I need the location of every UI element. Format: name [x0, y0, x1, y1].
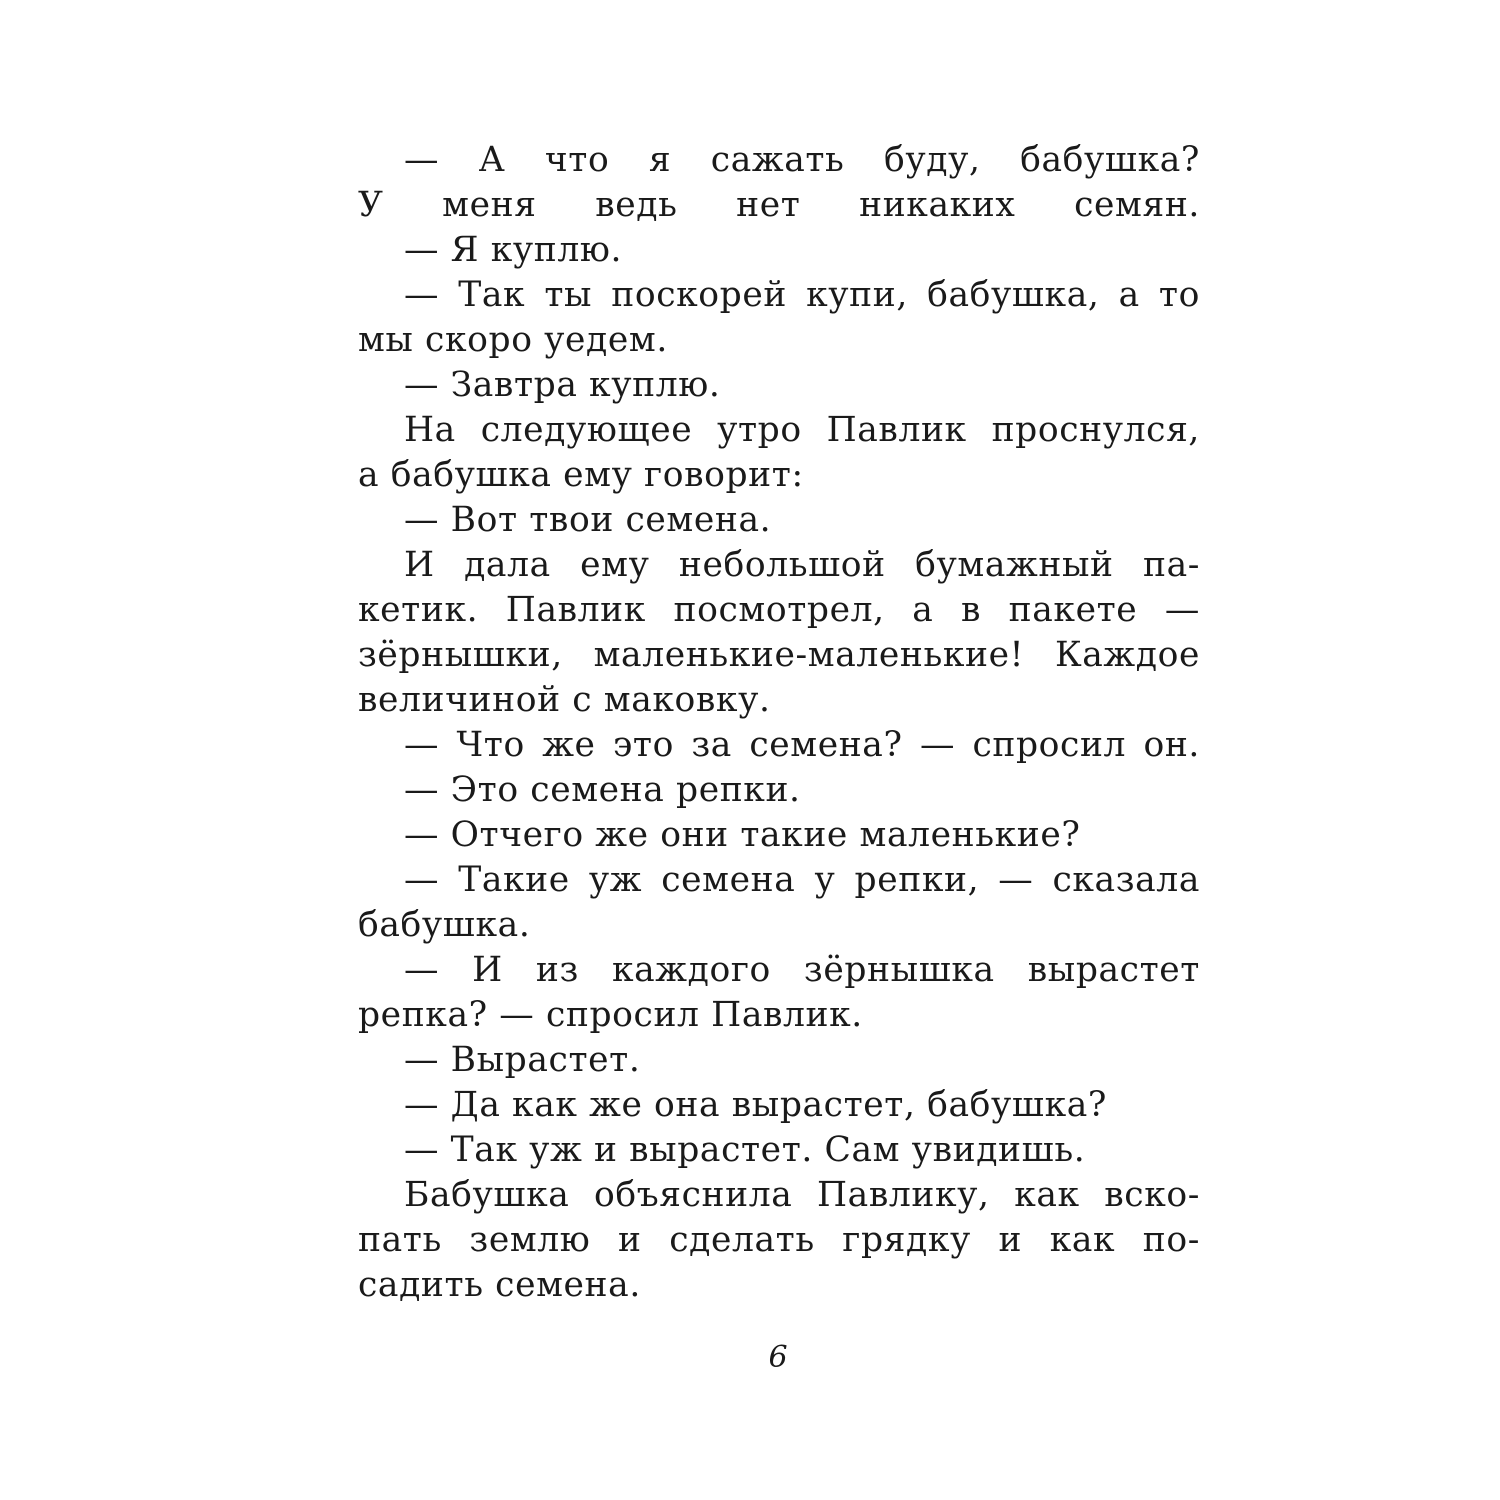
- text-line: а бабушка ему говорит:: [358, 455, 804, 495]
- text-line: И дала ему небольшой бумажный па-: [404, 545, 1200, 585]
- page-number: 6: [768, 1340, 788, 1375]
- text-line: Бабушка объяснила Павлику, как вско-: [404, 1175, 1200, 1215]
- text-line: — Я куплю.: [404, 230, 623, 270]
- text-line: — Такие уж семена у репки, — сказала: [404, 860, 1200, 900]
- text-line: На следующее утро Павлик проснулся,: [404, 410, 1200, 450]
- text-line: — Что же это за семена? — спросил он.: [404, 725, 1200, 765]
- text-line: — Так ты поскорей купи, бабушка, а то: [404, 275, 1200, 315]
- text-line: У меня ведь нет никаких семян.: [358, 185, 1200, 225]
- text-line: — Отчего же они такие маленькие?: [404, 815, 1081, 855]
- text-line: пать землю и сделать грядку и как по-: [358, 1220, 1200, 1260]
- text-line: — Да как же она вырастет, бабушка?: [404, 1085, 1108, 1125]
- text-line: — И из каждого зёрнышка вырастет: [404, 950, 1200, 990]
- text-line: — А что я сажать буду, бабушка?: [404, 140, 1200, 180]
- text-line: — Так уж и вырастет. Сам увидишь.: [404, 1130, 1086, 1170]
- text-line: бабушка.: [358, 905, 531, 945]
- text-line: — Вырастет.: [404, 1040, 641, 1080]
- text-line: зёрнышки, маленькие-маленькие! Каждое: [358, 635, 1200, 675]
- text-line: — Вот твои семена.: [404, 500, 772, 540]
- text-line: репка? — спросил Павлик.: [358, 995, 863, 1035]
- text-line: — Завтра куплю.: [404, 365, 721, 405]
- text-line: садить семена.: [358, 1265, 641, 1305]
- text-line: величиной с маковку.: [358, 680, 771, 720]
- text-line: мы скоро уедем.: [358, 320, 668, 360]
- page-text-block: [358, 138, 1200, 1308]
- text-line: — Это семена репки.: [404, 770, 801, 810]
- text-line: кетик. Павлик посмотрел, а в пакете —: [358, 590, 1200, 630]
